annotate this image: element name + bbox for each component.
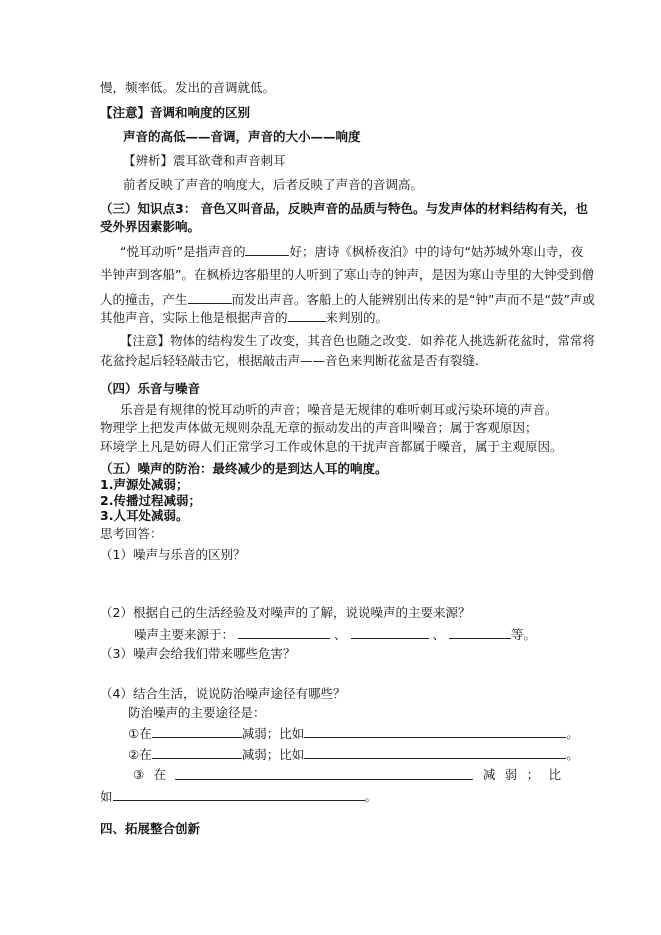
text-line: 防治噪声的主要途径是： bbox=[128, 705, 266, 720]
blank-underline[interactable] bbox=[304, 746, 566, 759]
text-line: 花盆拎起后轻轻敲击它，根据敲击声——音色来判断花盆是否有裂缝． bbox=[100, 353, 488, 368]
blank-underline[interactable] bbox=[113, 788, 365, 801]
blank-underline[interactable] bbox=[245, 243, 289, 256]
text-line: 乐音是有规律的悦耳动听的声音；噪音是无规律的难听刺耳或污染环境的声音。 bbox=[120, 402, 558, 417]
note-heading: 【注意】音调和响度的区别 bbox=[100, 105, 251, 120]
text-segment: 弱 bbox=[504, 767, 518, 782]
section-heading: （五）噪声的防治：最终减少的是到达人耳的响度。 bbox=[100, 461, 388, 476]
text-segment: 。 bbox=[566, 747, 579, 762]
blank-underline[interactable] bbox=[152, 725, 242, 738]
text-segment: ①在 bbox=[128, 726, 152, 741]
text-segment: ②在 bbox=[128, 747, 152, 762]
blank-underline[interactable] bbox=[238, 626, 330, 639]
text-line bbox=[100, 291, 595, 308]
text-line bbox=[120, 243, 583, 260]
text-segment: 减弱；比如 bbox=[241, 726, 305, 741]
text-segment: ； bbox=[526, 767, 540, 782]
text-segment: 、 bbox=[432, 627, 446, 642]
text-line bbox=[133, 767, 561, 783]
text-segment: 减 bbox=[482, 767, 496, 782]
text-line: 前者反映了声音的响度大，后者反映了声音的音调高。 bbox=[123, 177, 424, 192]
list-item: 2.传播过程减弱； bbox=[100, 493, 201, 508]
text-line: 【注意】物体的结构发生了改变，其音色也随之改变．如养花人挑选新花盆时，常常将 bbox=[120, 333, 596, 348]
text-line: 半钟声到客船”。在枫桥边客船里的人听到了寒山寺的钟声，是因为寒山寺里的大钟受到僧 bbox=[100, 267, 594, 282]
text-segment: ③ bbox=[133, 767, 145, 782]
text-segment: 等。 bbox=[511, 627, 537, 642]
list-item: 3.人耳处减弱。 bbox=[100, 508, 189, 523]
blank-underline[interactable] bbox=[188, 291, 232, 304]
blank-underline[interactable] bbox=[304, 725, 566, 738]
section-heading: 四、拓展整合创新 bbox=[100, 821, 201, 836]
blank-underline[interactable] bbox=[288, 309, 326, 322]
list-item: 1.声源处减弱； bbox=[100, 477, 189, 492]
text-segment: 其他声音，实际上他是根据声音的 bbox=[100, 310, 288, 325]
question: （1）噪声与乐音的区别？ bbox=[100, 547, 246, 562]
text-line bbox=[134, 626, 536, 643]
text-line: 声音的高低——音调，声音的大小——响度 bbox=[123, 129, 361, 144]
section-heading: （四）乐音与噪音 bbox=[100, 381, 201, 396]
text-line bbox=[128, 725, 579, 742]
text-segment: 减弱；比如 bbox=[241, 747, 305, 762]
text-segment: “悦耳动听”是指声音的 bbox=[120, 244, 246, 259]
text-segment: 比 bbox=[548, 767, 561, 782]
text-segment: 如 bbox=[100, 789, 113, 804]
question: （4）结合生活，说说防治噪声途径有哪些？ bbox=[100, 686, 346, 701]
text-segment: 在 bbox=[153, 767, 167, 782]
text-line: 物理学上把发声体做无规则杂乱无章的振动发出的声音叫噪音；属于客观原因； bbox=[100, 420, 538, 435]
text-segment: 、 bbox=[334, 627, 347, 642]
blank-underline[interactable] bbox=[175, 767, 473, 780]
text-segment: 而发出声音。客船上的人能辨别出传来的是“钟”声而不是“鼓”声或 bbox=[231, 292, 595, 307]
text-line bbox=[100, 788, 377, 805]
text-line bbox=[100, 309, 388, 326]
blank-underline[interactable] bbox=[449, 626, 511, 639]
blank-underline[interactable] bbox=[152, 746, 242, 759]
text-line: 思考回答： bbox=[100, 526, 163, 541]
text-segment: 来判别的。 bbox=[325, 310, 389, 325]
text-segment: 好；唐诗《枫桥夜泊》中的诗句“姑苏城外寒山寺，夜 bbox=[289, 244, 584, 259]
text-segment: 噪声主要来源于： bbox=[134, 627, 235, 642]
blank-underline[interactable] bbox=[351, 626, 429, 639]
text-segment: 人的撞击，产生 bbox=[100, 292, 188, 307]
section-heading: （三）知识点3： 音色又叫音品，反映声音的品质与特色。与发声体的材料结构有关，也 bbox=[100, 201, 589, 216]
question: （3）噪声会给我们带来哪些危害？ bbox=[100, 646, 296, 661]
question: （2）根据自己的生活经验及对噪声的了解，说说噪声的主要来源？ bbox=[100, 605, 471, 620]
text-line bbox=[128, 746, 579, 763]
text-segment: 。 bbox=[364, 789, 378, 804]
text-segment: 。 bbox=[566, 726, 579, 741]
text-line: 慢，频率低。发出的音调就低。 bbox=[100, 80, 276, 95]
text-line: 环境学上凡是妨碍人们正常学习工作或休息的干扰声音都属于噪音，属于主观原因。 bbox=[100, 439, 563, 454]
text-line: 受外界因素影响。 bbox=[100, 219, 201, 234]
analysis-heading: 【辨析】震耳欲聋和声音刺耳 bbox=[123, 153, 286, 168]
